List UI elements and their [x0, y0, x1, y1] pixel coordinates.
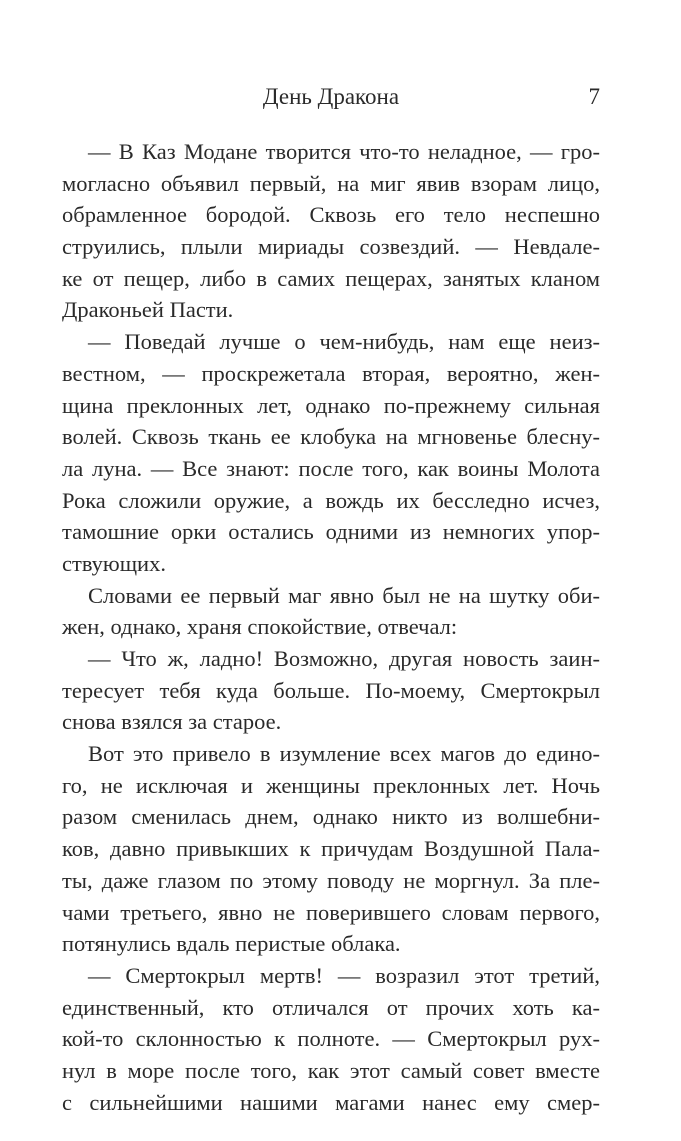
text-line: могласно объявил первый, на миг явив взорам лицо, [62, 170, 600, 196]
text-line: ствующих. [62, 550, 166, 576]
paragraph [62, 326, 600, 580]
running-title: День Дракона [262, 84, 400, 109]
text-line: го, не исключая и женщины преклонных лет. Ночь [62, 772, 600, 798]
text-line: единственный, кто отличался от прочих хоть ка- [62, 994, 600, 1020]
text-line: — Смертокрыл мертв! — возразил этот третий, [88, 962, 600, 988]
text-line: обрамленное бородой. Сквозь его тело неспешно [62, 202, 600, 228]
text-line: чами третьего, явно не поверившего словам первого, [62, 899, 600, 925]
text-line: — В Каз Модане творится что-то неладное, — гро- [88, 139, 600, 164]
running-header [62, 84, 600, 118]
text-line: струились, плыли мириады созвездий. — Невдале- [62, 234, 600, 260]
text-line: нул в море после того, как этот самый совет вместе [62, 1057, 600, 1083]
text-line: жен, однако, храня спокойствие, отвечал: [62, 614, 458, 640]
text-line: ков, давно привыкших к причудам Воздушной Пала- [62, 836, 600, 862]
text-line: ке от пещер, либо в самих пещерах, занятых кланом [62, 265, 600, 291]
paragraph [62, 136, 600, 326]
text-line: разом сменилась днем, однако никто из волшебни- [62, 804, 600, 830]
body-text [62, 136, 600, 1118]
text-line: тересует тебя куда больше. По-моему, Смертокрыл [62, 677, 600, 703]
text-line: — Поведай лучше о чем-нибудь, нам еще неиз- [88, 329, 600, 355]
text-line: кой-то склонностью к полноте. — Смертокрыл рух- [62, 1026, 600, 1052]
text-line: снова взялся за старое. [62, 709, 282, 735]
text-line: с сильнейшими нашими магами нанес ему смер- [62, 1089, 600, 1115]
text-line: Рока сложили оружие, а вождь их бесследно исчез, [62, 487, 600, 513]
paragraph [62, 580, 600, 643]
text-line: Словами ее первый маг явно был не на шутку оби- [88, 582, 600, 608]
text-line: потянулись вдаль перистые облака. [62, 931, 401, 957]
text-line: щина преклонных лет, однако по-прежнему сильная [62, 392, 600, 418]
text-line: волей. Сквозь ткань ее клобука на мгновенье блесну- [62, 424, 600, 450]
text-line: вестном, — проскрежетала вторая, вероятно, жен- [62, 360, 600, 386]
text-line: тамошние орки остались одними из немногих упор- [62, 519, 600, 545]
paragraph [62, 738, 600, 960]
text-line: Вот это привело в изумление всех магов до едино- [88, 741, 600, 767]
text-line: Драконьей Пасти. [62, 297, 234, 323]
text-line: ты, даже глазом по этому поводу не моргнул. За пле- [62, 867, 600, 893]
paragraph [62, 960, 600, 1118]
paragraph [62, 643, 600, 738]
text-line: — Что ж, ладно! Возможно, другая новость заин- [88, 646, 600, 671]
page-number: 7 [588, 84, 600, 109]
text-line: ла луна. — Все знают: после того, как воины Молота [62, 455, 600, 481]
